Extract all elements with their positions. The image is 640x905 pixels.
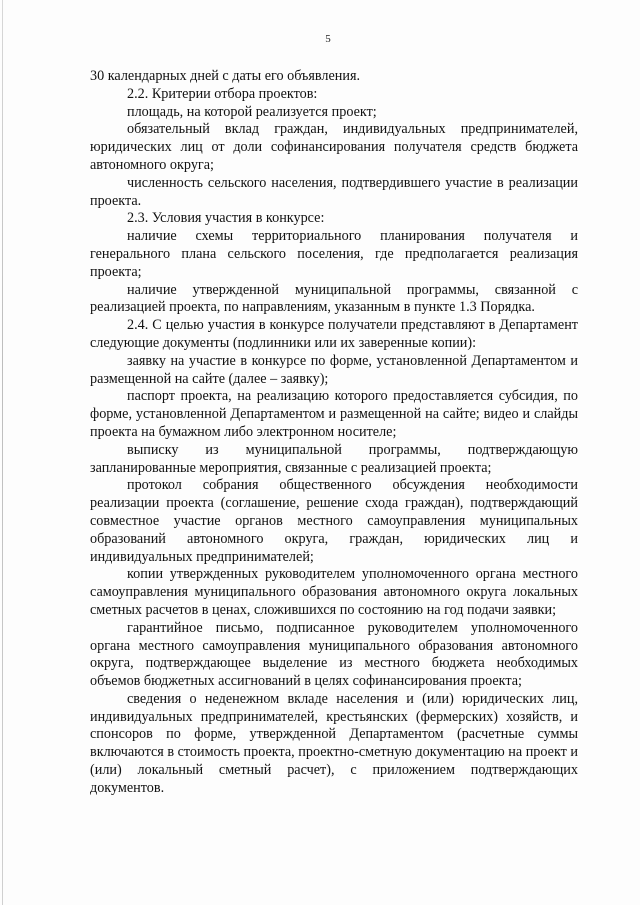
criteria-item-contribution: обязательный вклад граждан, индивидуальных предпринимателей, юридических лиц от доли софинансирования получателя средств бюджета автономного округа;	[90, 121, 578, 173]
document-item-guarantee-letter: гарантийное письмо, подписанное руководителем уполномоченного органа местного самоуправления муниципального образования автономного округа, подтверждающее выделение из местного бюджета необходимых объемов бюджетных ассигнований в целях софинансирования проекта;	[90, 619, 578, 690]
document-item-passport: паспорт проекта, на реализацию которого предоставляется субсидия, по форме, установленной Департаментом и размещенной на сайте; видео и слайды проекта на бумажном либо электронном носителе;	[90, 388, 578, 440]
section-heading-2-2: 2.2. Критерии отбора проектов:	[127, 85, 318, 102]
condition-item-municipal-program: наличие утвержденной муниципальной программы, связанной с реализацией проекта, по направлениям, указанным в пункте 1.3 Порядка.	[90, 281, 578, 316]
condition-item-territorial-plan: наличие схемы территориального планирования получателя и генерального плана сельского поселения, где предполагается реализация проекта;	[90, 228, 578, 280]
section-heading-2-3: 2.3. Условия участия в конкурсе:	[127, 210, 325, 227]
document-body	[90, 68, 578, 798]
criteria-item-population: численность сельского населения, подтвердившего участие в реализации проекта.	[90, 174, 578, 209]
document-item-estimates: копии утвержденных руководителем уполномоченного органа местного самоуправления муниципального образования автономного округа локальных сметных расчетов в ценах, сложившихся по состоянию на год подачи заявки;	[90, 566, 578, 618]
document-item-program-extract: выписку из муниципальной программы, подтверждающую запланированные мероприятия, связанные с реализацией проекта;	[90, 441, 578, 476]
document-item-protocol: протокол собрания общественного обсуждения необходимости реализации проекта (соглашение, решение схода граждан), подтверждающий совместное участие органов местного самоуправления муниципальных образований автономного округа, граждан, юридических лиц и индивидуальных предпринимателей;	[90, 477, 578, 565]
document-item-nonmonetary-contribution: сведения о неденежном вкладе населения и (или) юридических лиц, индивидуальных предпринимателей, крестьянских (фермерских) хозяйств, и спонсоров по форме, утвержденной Департаментом (расчетные суммы включаются в стоимость проекта, проектно-сметную документацию на проект и (или) локальный сметный расчет), с приложением подтверждающих документов.	[90, 690, 578, 796]
section-heading-2-4: 2.4. С целью участия в конкурсе получатели представляют в Департамент следующие документы (подлинники или их заверенные копии):	[90, 317, 578, 351]
scan-edge	[2, 0, 3, 905]
document-item-application: заявку на участие в конкурсе по форме, установленной Департаментом и размещенной на сайте (далее – заявку);	[90, 352, 578, 387]
criteria-item-area: площадь, на которой реализуется проект;	[127, 103, 377, 120]
page-number: 5	[325, 33, 331, 45]
paragraph-continuation: 30 календарных дней с даты его объявления.	[90, 68, 361, 84]
